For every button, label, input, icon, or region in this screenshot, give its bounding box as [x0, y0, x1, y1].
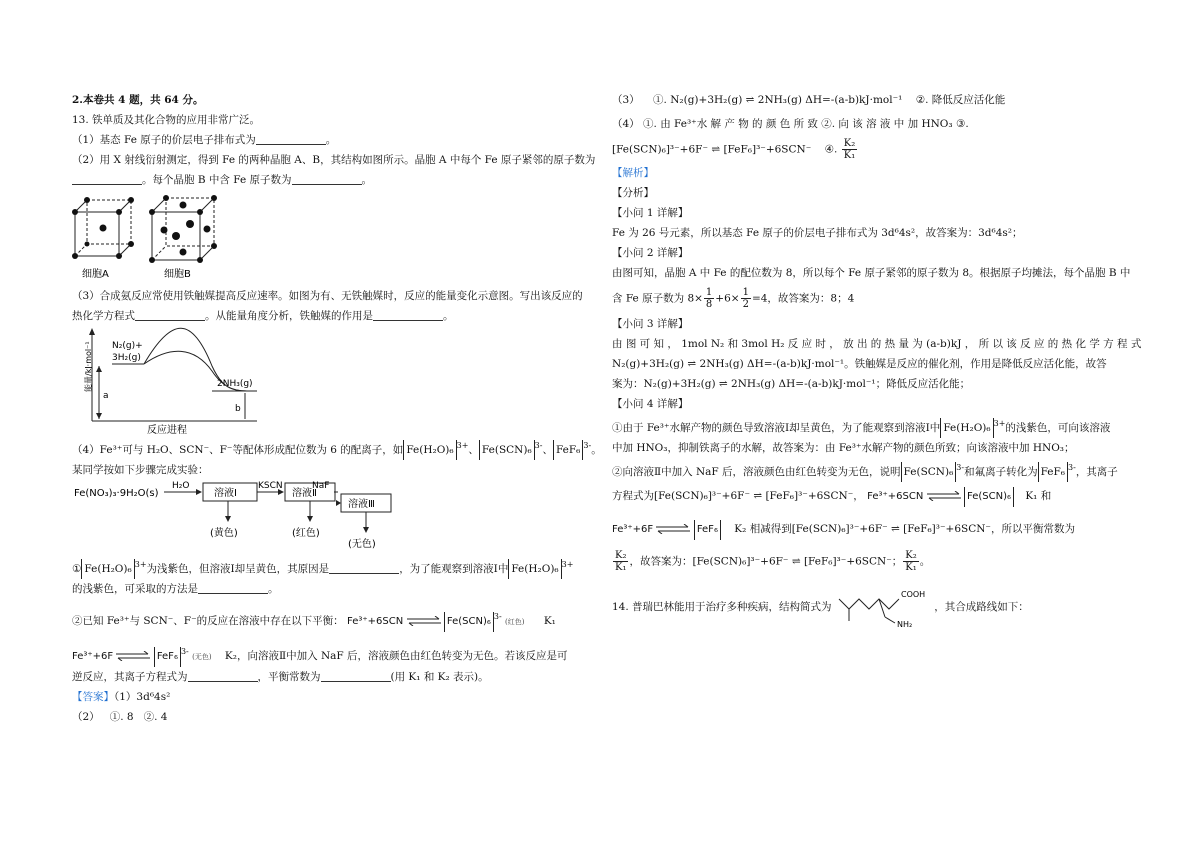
energy-diagram-svg — [72, 326, 272, 434]
sub2-text2: 含 Fe 原子数为 8× $\frac{1}{8}$ +6× $\frac{1}{2}$ =4，故答案为：8；4 — [612, 287, 855, 310]
sub4-text3: ②向溶液Ⅱ中加入 NaF 后，溶液颜色由红色转变为无色，说明 Fe(SCN)₆ $^{3-}$和氟离子转化为 FeF₆ $^{3-}$，其离子 — [612, 458, 1132, 482]
sub3-text: 由 图 可 知 ， 1mol N₂ 和 3mol H₂ 反 应 时 ， 放 出 的 热 量 为 (a-b)kJ ， 所 以 该 反 应 的 热 化 学 方 程 式 — [612, 338, 1142, 350]
sub1-text: Fe 为 26 号元素，所以基态 Fe 原子的价层电子排布式为 3d⁶4s²，故答案为：3d⁶4s²； — [612, 227, 1023, 239]
answer-blank — [321, 669, 391, 682]
q13-part4-f: Fe³⁺+6F FeF₆ $^{3-}$ (无色) K₂，向溶液Ⅱ中加入 NaF 后，溶液颜色由红色转变为无色。若该反应是可 — [72, 642, 592, 667]
sub4-text5: Fe³⁺+6F FeF₆ K₂ 相减得到[Fe(SCN)₆]³⁻+6F⁻ ⇌ [FeF₆]³⁻+6SCN⁻，所以平衡常数为 — [612, 519, 1132, 540]
ion-h2o: Fe(H₂O)₆ — [403, 440, 456, 460]
sub2-title: 【小问 2 详解】 — [612, 247, 689, 259]
q13-part1: （1）基态 Fe 原子的价层电子排布式为 。 — [72, 134, 337, 146]
cell-a-label: 细胞A — [82, 269, 109, 280]
ans4-line: （4） ①. 由 Fe³⁺水 解 产 物 的 颜 色 所 致 ②. 向 该 溶 液 中 加 HNO₃ ③. — [612, 118, 969, 130]
q14-line: 14. 普瑞巴林能用于治疗多种疾病，结构简式为 COOH NH₂ ，其合成路线如下： — [612, 587, 1132, 627]
answer-line-1: 【答案】（1）3d⁶4s² — [72, 691, 171, 703]
q13-part4-d: 的浅紫色，可采取的方法是 。 — [72, 583, 279, 595]
answer-blank — [198, 581, 268, 594]
reactant-label-1: N₂(g)+ — [112, 341, 143, 351]
sub1-title: 【小问 1 详解】 — [612, 207, 689, 219]
product-label: 2NH₃(g) — [217, 379, 253, 389]
svg-text:溶液Ⅲ: 溶液Ⅲ — [348, 499, 375, 510]
sub4-text6: $\frac{\text{K₂}}{\text{K₁}}$ ，故答案为：[Fe(SCN)₆]³⁻+6F⁻ ⇌ [FeF₆]³⁻+6SCN⁻； $\frac{\text{K₂}}{\text{K₁}}$ 。 — [615, 550, 931, 573]
flow-reagent-3: NaF — [312, 481, 330, 491]
flow-color-2: (红色) — [292, 528, 320, 539]
flow-color-3: (无色) — [348, 539, 376, 550]
left-column-lower — [72, 555, 592, 727]
flow-start: Fe(NO₃)₃·9H₂O(s) — [74, 488, 159, 499]
sub4-text1: ①由于 Fe³⁺水解产物的颜色导致溶液Ⅰ却呈黄色，为了能观察到溶液Ⅰ中 Fe(H₂O)₆ $^{3+}$的浅紫色，可向该溶液 — [612, 414, 1132, 438]
q13-part4-e: ②已知 Fe³⁺与 SCN⁻、F⁻的反应在溶液中存在以下平衡： Fe³⁺+6SCN Fe(SCN)₆ $^{3-}$ (红色) K₁ — [72, 607, 592, 632]
sub3-text3: 案为：N₂(g)+3H₂(g) ⇌ 2NH₃(g) ΔH=-(a-b)kJ·mol⁻¹；降低反应活化能； — [612, 378, 971, 390]
experiment-flow — [72, 480, 592, 542]
ans4-eq-line: [Fe(SCN)₆]³⁻+6F⁻ ⇌ [FeF₆]³⁻+6SCN⁻ ④. $\frac{\text{K₂}}{\text{K₁}}$ — [612, 138, 856, 161]
sub2-text: 由图可知，晶胞 A 中 Fe 的配位数为 8，所以每个 Fe 原子紧邻的原子数为 8。根据原子均摊法，每个晶胞 B 中 — [612, 267, 1131, 279]
left-column — [72, 90, 602, 542]
answer-label: 【答案】 — [72, 691, 114, 703]
ion-scn: Fe(SCN)₆ — [479, 440, 535, 460]
answer-blank — [188, 669, 258, 682]
q13-part4-g: 逆反应，其离子方程式为 ，平衡常数为 (用 K₁ 和 K₂ 表示)。 — [72, 671, 489, 683]
q13-part3-line2: 热化学方程式 。从能量角度分析，铁触媒的作用是 。 — [72, 310, 454, 322]
equilibrium-arrow — [407, 616, 441, 626]
q13-intro: 13. 铁单质及其化合物的应用非常广泛。 — [72, 114, 261, 126]
svg-text:溶液Ⅱ: 溶液Ⅱ — [292, 488, 317, 499]
sub4-title: 【小问 4 详解】 — [612, 398, 689, 410]
ion-f: FeF₆ — [553, 440, 583, 460]
label-b: b — [235, 404, 241, 414]
equilibrium-arrow — [927, 491, 961, 501]
energy-diagram — [72, 326, 592, 436]
energy-ylabel: 能量/kJ·mol⁻¹ — [84, 341, 93, 392]
flow-reagent-2: KSCN — [258, 481, 283, 491]
answer-blank — [72, 172, 142, 185]
analysis-label: 【解析】 — [612, 167, 654, 179]
flow-reagent-1: H₂O — [172, 481, 190, 491]
answer-line-2: （2） ①. 8 ②. 4 — [72, 711, 168, 723]
answer-blank — [329, 561, 399, 574]
flow-box-3-group — [336, 491, 406, 551]
svg-text:溶液Ⅰ: 溶液Ⅰ — [214, 488, 237, 499]
pregabalin-structure — [835, 587, 931, 627]
equilibrium-arrow — [656, 524, 690, 534]
q13-part2-line1: （2）用 X 射线衍射测定，得到 Fe 的两种晶胞 A、B，其结构如图所示。晶胞 A 中每个 Fe 原子紧邻的原子数为 — [72, 154, 596, 166]
answer-blank — [135, 308, 205, 321]
sub3-title: 【小问 3 详解】 — [612, 318, 689, 330]
ans3-line: （3） ①. N₂(g)+3H₂(g) ⇌ 2NH₃(g) ΔH=-(a-b)kJ·mol⁻¹ ②. 降低反应活化能 — [612, 94, 1006, 106]
crystal-cells-svg — [72, 190, 222, 282]
sub4-text2: 中加 HNO₃，抑制铁离子的水解，故答案为：由 Fe³⁺水解产物的颜色所致；向该溶液中加 HNO₃； — [612, 442, 1075, 454]
cooh-label: COOH — [900, 590, 926, 599]
cell-b-label: 细胞B — [164, 269, 191, 280]
section-header: 2.本卷共 4 题，共 64 分。 — [72, 94, 204, 106]
fenxi-label: 【分析】 — [612, 187, 654, 199]
flow-extension — [335, 0, 435, 62]
nh2-label: NH₂ — [896, 620, 913, 627]
right-column — [612, 90, 1142, 627]
q13-part4-line2: 某同学按如下步骤完成实验： — [72, 464, 209, 476]
sub3-text2: N₂(g)+3H₂(g) ⇌ 2NH₃(g) ΔH=-(a-b)kJ·mol⁻¹。铁触媒是反应的催化剂，作用是降低反应活化能，故答 — [612, 358, 1107, 370]
sub4-text4: 方程式为[Fe(SCN)₆]³⁻+6F⁻ ⇌ [FeF₆]³⁻+6SCN⁻， Fe³⁺+6SCN Fe(SCN)₆ K₁ 和 — [612, 486, 1132, 507]
answer-blank — [373, 308, 443, 321]
q13-part4-line1: （4）Fe³⁺可与 H₂O、SCN⁻、F⁻等配体形成配位数为 6 的配离子，如 Fe(H₂O)₆ $^{3+}$、 Fe(SCN)₆ $^{3-}$、 FeF₆ $^{3-}$。 — [72, 436, 592, 460]
answer-blank — [256, 132, 326, 145]
q13-part3-line1: （3）合成氨反应常使用铁触媒提高反应速率。如图为有、无铁触媒时，反应的能量变化示意图。写出该反应的 — [72, 290, 583, 302]
crystal-cells-figure — [72, 190, 592, 286]
energy-xlabel: 反应进程 — [147, 425, 187, 434]
label-a: a — [103, 391, 109, 401]
q13-part4-c: ① Fe(H₂O)₆ $^{3+}$为浅紫色，但溶液Ⅰ却呈黄色，其原因是 ，为了能观察到溶液Ⅰ中 Fe(H₂O)₆ $^{3+}$ — [72, 555, 592, 579]
reactant-label-2: 3H₂(g) — [112, 353, 141, 363]
answer-blank — [292, 172, 362, 185]
q13-part2-line2: 。每个晶胞 B 中含 Fe 原子数为 。 — [72, 170, 592, 190]
flow-color-1: (黄色) — [210, 528, 238, 539]
k-ratio: $\frac{\text{K₂}}{\text{K₁}}$ — [843, 138, 856, 161]
equilibrium-arrow — [116, 651, 150, 661]
